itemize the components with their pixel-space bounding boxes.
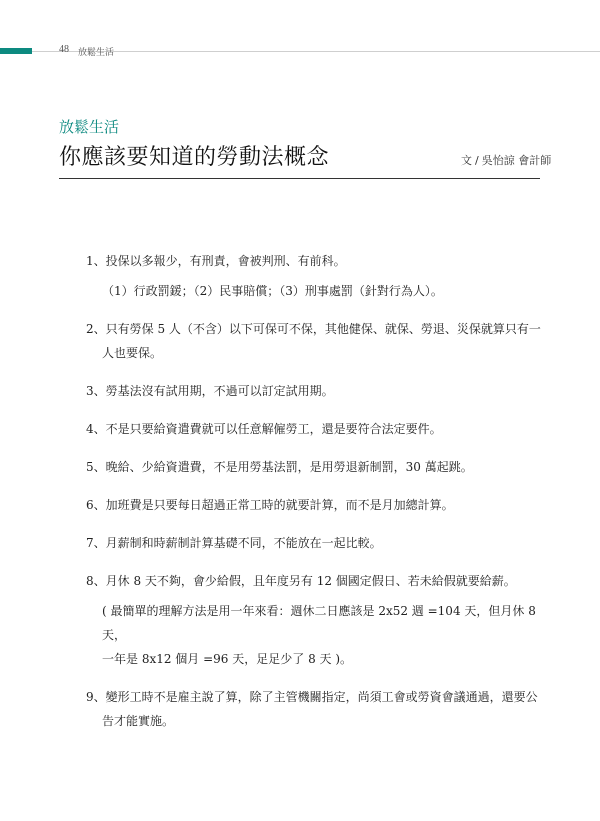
page-title: 你應該要知道的勞動法概念	[59, 145, 330, 170]
list-item-9-continuation: 告才能實施。	[102, 714, 175, 728]
list-item-1: 1、投保以多報少，有刑責，會被判刑、有前科。	[86, 254, 346, 268]
list-item-9: 9、變形工時不是雇主說了算，除了主管機關指定，尚須工會或勞資會議通過，還要公	[86, 690, 538, 704]
section-label: 放鬆生活	[59, 118, 120, 136]
header-accent-bar	[0, 48, 32, 54]
list-item-6: 6、加班費是只要每日超過正常工時的就要計算，而不是月加總計算。	[86, 498, 454, 512]
author-credit	[461, 152, 551, 168]
list-item-7: 7、月薪制和時薪制計算基礎不同，不能放在一起比較。	[86, 536, 382, 550]
list-item-8-note: ( 最簡單的理解方法是用一年來看：週休二日應該是 2x52 週 =104 天，但月休 8 天，	[102, 604, 536, 642]
page-number: 48	[59, 44, 69, 55]
author-slash: /	[475, 154, 479, 167]
author-prefix: 文	[461, 154, 472, 167]
list-item-2: 2、只有勞保 5 人（不含）以下可保可不保，其他健保、就保、勞退、災保就算只有一	[86, 322, 541, 336]
list-item-8: 8、月休 8 天不夠，會少給假，且年度另有 12 個國定假日、若未給假就要給薪。	[86, 574, 516, 588]
running-head: 放鬆生活	[78, 48, 115, 58]
list-item-8-note-continuation: 一年是 8x12 個月 =96 天，足足少了 8 天 )。	[102, 652, 353, 666]
list-item-2-continuation: 人也要保。	[102, 346, 163, 360]
header-rule	[32, 51, 600, 52]
list-item-4: 4、不是只要給資遣費就可以任意解僱勞工，還是要符合法定要件。	[86, 422, 442, 436]
list-item-5: 5、晚給、少給資遣費，不是用勞基法罰，是用勞退新制罰，30 萬起跳。	[86, 460, 473, 474]
author-name: 吳怡諒 會計師	[481, 154, 552, 167]
list-item-1-note: （1）行政罰鍰；（2）民事賠償；（3）刑事處罰（針對行為人）。	[102, 284, 443, 298]
list-item-3: 3、勞基法沒有試用期，不過可以訂定試用期。	[86, 384, 334, 398]
title-rule	[59, 178, 540, 179]
article-body	[86, 249, 541, 733]
